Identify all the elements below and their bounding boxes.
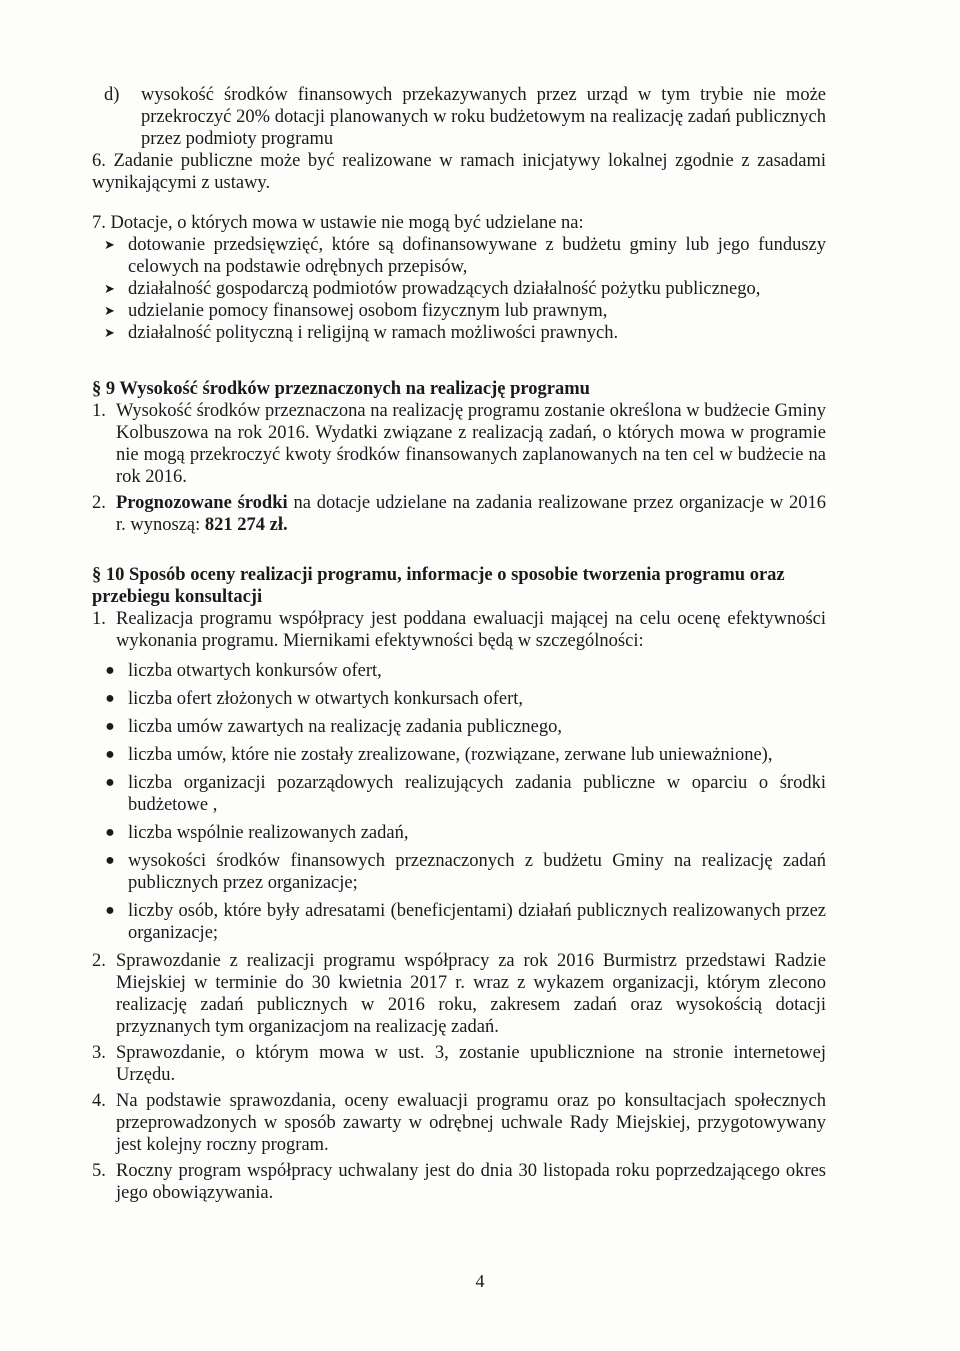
bullet-dot-icon: ●	[105, 718, 115, 735]
item-7	[92, 212, 826, 344]
list-item: ● liczba wspólnie realizowanych zadań,	[92, 822, 826, 844]
section-9-heading: § 9 Wysokość środków przeznaczonych na realizację programu	[92, 379, 590, 399]
list-item: ● liczba otwartych konkursów ofert,	[92, 660, 826, 682]
section-10-item-2: 2. Sprawozdanie z realizacji programu współpracy za rok 2016 Burmistrz przedstawi Radzie Miejskiej w terminie do 30 kwietnia 2017 r. wraz z wykazem organizacji, którym zlecono realizację zadań publicznych w 2016 roku, zakresem zadań oraz wysokością dotacji przyznanych tym organizacjom na realizację zadań.	[92, 951, 826, 1037]
list-item: ● liczba umów zawartych na realizację zadania publicznego,	[92, 716, 826, 738]
section-10-item-5: 5. Roczny program współpracy uchwalany jest do dnia 30 listopada roku poprzedzającego okres jego obowiązywania.	[92, 1161, 826, 1203]
list-item: ➤ dotowanie przedsięwzięć, które są dofinansowywane z budżetu gminy lub jego funduszy celowych na podstawie odrębnych przepisów,	[104, 235, 826, 277]
bullet-dot-icon: ●	[105, 746, 115, 763]
section-10	[92, 564, 826, 1204]
list-item: ● liczby osób, które były adresatami (beneficjentami) działań publicznych realizowanych przez organizacje;	[92, 900, 826, 944]
bullet-dot-icon: ●	[105, 774, 115, 791]
section-10-item-1: 1. Realizacja programu współpracy jest poddana ewaluacji mającej na celu ocenę efektywności wykonania programu. Miernikami efektywności będą w szczególności:	[92, 609, 826, 651]
bullet-dot-icon: ●	[105, 902, 115, 919]
item-d	[104, 84, 826, 150]
list-item: ➤ działalność polityczną i religijną w ramach możliwości prawnych.	[104, 323, 619, 343]
list-item: ● wysokości środków finansowych przeznaczonych z budżetu Gminy na realizację zadań publicznych przez organizacje;	[92, 850, 826, 894]
item-6	[92, 150, 826, 194]
list-item: ● liczba ofert złożonych w otwartych konkursach ofert,	[92, 688, 826, 710]
bullet-dot-icon: ●	[105, 690, 115, 707]
arrow-bullet-icon: ➤	[104, 303, 115, 318]
page-number: 4	[475, 1271, 485, 1291]
list-item: ● liczba organizacji pozarządowych realizujących zadania publiczne w oparciu o środki budżetowe ,	[92, 772, 826, 816]
bullet-dot-icon: ●	[105, 824, 115, 841]
list-item: ➤ działalność gospodarczą podmiotów prowadzących działalność pożytku publicznego,	[104, 279, 761, 299]
item-6-text: Zadanie publiczne może być realizowane w ramach inicjatywy lokalnej zgodnie z zasadami wynikającymi z ustawy.	[92, 151, 826, 193]
section-9-item-2: 2. Prognozowane środki na dotacje udzielane na zadania realizowane przez organizacje w 2016 r. wynoszą: 821 274 zł.	[92, 493, 826, 535]
item-7-label: 7.	[92, 213, 106, 233]
arrow-bullet-icon: ➤	[104, 237, 115, 252]
forecast-funds-amount: 821 274 zł.	[204, 515, 288, 535]
item-d-text: wysokość środków finansowych przekazywanych przez urząd w tym trybie nie może przekroczyć 20% dotacji planowanych w roku budżetowym na realizację zadań publicznych przez podmioty programu	[141, 85, 826, 149]
list-item: ● liczba umów, które nie zostały zrealizowane, (rozwiązane, zerwane lub unieważnione),	[92, 744, 826, 766]
item-6-paragraph	[92, 150, 826, 194]
arrow-bullet-icon: ➤	[104, 325, 115, 340]
efficiency-metrics-list	[92, 660, 826, 944]
section-10-item-3: 3. Sprawozdanie, o którym mowa w ust. 3, zostanie upublicznione na stronie internetowej Urzędu.	[92, 1043, 826, 1085]
section-9-item-1: 1. Wysokość środków przeznaczona na realizację programu zostanie określona w budżecie Gminy Kolbuszowa na rok 2016. Wydatki związane z realizacją zadań, o których mowa w programie nie mogą przekroczyć kwoty środków finansowanych zaplanowanych na ten cel w budżecie na rok 2016.	[92, 401, 826, 487]
item-7-paragraph	[92, 212, 826, 234]
item-7-list	[104, 234, 826, 344]
item-7-text: Dotacje, o których mowa w ustawie nie mogą być udzielane na:	[110, 213, 584, 233]
arrow-bullet-icon: ➤	[104, 281, 115, 296]
item-d-label: d)	[104, 85, 120, 105]
forecast-funds-label: Prognozowane środki	[116, 493, 288, 513]
bullet-dot-icon: ●	[105, 852, 115, 869]
bullet-dot-icon: ●	[105, 662, 115, 679]
section-10-heading: § 10 Sposób oceny realizacji programu, informacje o sposobie tworzenia programu oraz przebiegu konsultacji	[92, 565, 785, 607]
list-item: ➤ udzielanie pomocy finansowej osobom fizycznym lub prawnym,	[104, 301, 608, 321]
section-9	[92, 378, 826, 536]
section-10-item-4: 4. Na podstawie sprawozdania, oceny ewaluacji programu oraz po konsultacjach społecznych przeprowadzonych w sposób zawarty w odrębnej uchwale Rady Miejskiej, przygotowywany jest kolejny roczny program.	[92, 1091, 826, 1155]
item-6-label: 6.	[92, 151, 106, 171]
